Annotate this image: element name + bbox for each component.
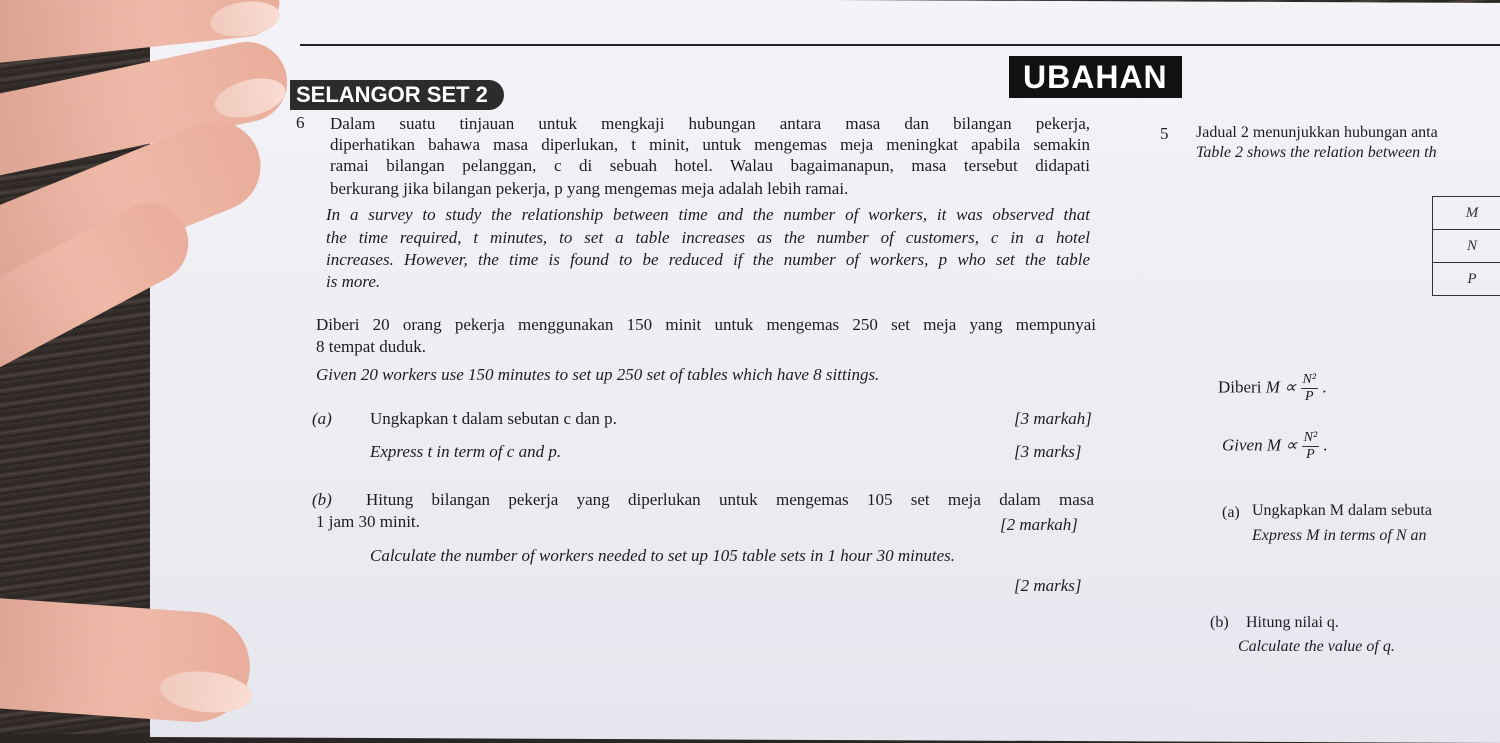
q5-malay-given-prefix: Diberi [1218, 377, 1261, 396]
q6-part-b-label: (b) [312, 490, 332, 510]
q6-malay-given-line2: 8 tempat duduk. [316, 337, 426, 357]
q5-malay-given [1218, 372, 1327, 405]
q6-english-intro-line2: the time required, t minutes, to set a table increases as the number of customers, c in a hotel [326, 228, 1090, 248]
fraction-denominator: P [1301, 389, 1319, 405]
q6-malay-intro-line1: Dalam suatu tinjauan untuk mengkaji hubungan antara masa dan bilangan pekerja, [330, 114, 1090, 134]
q6-number: 6 [296, 113, 305, 133]
relation-end: . [1322, 377, 1326, 396]
fraction-numerator: N² [1302, 430, 1320, 447]
q6-part-b-english: Calculate the number of workers needed to set up 105 table sets in 1 hour 30 minutes. [370, 546, 955, 566]
q5-part-b-label: (b) [1210, 614, 1229, 632]
fraction-numerator: N² [1301, 372, 1319, 389]
relation-lhs: M ∝ [1266, 377, 1297, 396]
table-row-label: M [1433, 197, 1500, 230]
relation-lhs: M ∝ [1267, 435, 1298, 454]
q6-part-b-malay-line1: Hitung bilangan pekerja yang diperlukan untuk mengemas 105 set meja dalam masa [366, 490, 1094, 510]
q6-part-b-english-marks: [2 marks] [1014, 576, 1082, 596]
set-label: SELANGOR SET 2 [290, 80, 504, 110]
q5-part-a-malay: Ungkapkan M dalam sebuta [1252, 502, 1432, 520]
fraction-denominator: P [1302, 447, 1320, 463]
q6-malay-intro-line2: diperhatikan bahawa masa diperlukan, t minit, untuk mengemas meja meningkat apabila semakin [330, 135, 1090, 155]
topic-title: UBAHAN [1009, 56, 1182, 98]
q6-english-given: Given 20 workers use 150 minutes to set up 250 set of tables which have 8 sittings. [316, 365, 879, 385]
q6-part-b-malay-marks: [2 markah] [1000, 515, 1078, 535]
q6-english-intro-line1: In a survey to study the relationship between time and the number of workers, it was observed that [326, 205, 1090, 225]
q5-english-given-prefix: Given [1222, 435, 1263, 454]
table-2 [1432, 196, 1500, 296]
relation-fraction [1301, 372, 1319, 405]
q5-part-b-english: Calculate the value of q. [1238, 638, 1395, 656]
q5-number: 5 [1160, 124, 1169, 144]
q6-malay-given-line1: Diberi 20 orang pekerja menggunakan 150 minit untuk mengemas 250 set meja yang mempunyai [316, 315, 1096, 335]
q6-part-a-malay-marks: [3 markah] [1014, 409, 1092, 429]
relation-fraction [1302, 430, 1320, 463]
q6-part-a-label: (a) [312, 409, 332, 429]
q5-english-intro: Table 2 shows the relation between th [1196, 144, 1437, 162]
q6-english-intro-line4: is more. [326, 272, 380, 292]
q6-part-b-malay-line2: 1 jam 30 minit. [316, 512, 420, 532]
q5-part-a-english: Express M in terms of N an [1252, 527, 1427, 545]
q5-part-b-malay: Hitung nilai q. [1246, 614, 1339, 632]
q6-english-intro-line3: increases. However, the time is found to be reduced if the number of workers, p who set the table [326, 250, 1090, 270]
table-row-label: N [1433, 230, 1500, 263]
q6-malay-intro-line4: berkurang jika bilangan pekerja, p yang mengemas meja adalah lebih ramai. [330, 179, 848, 199]
header-rule [300, 44, 1500, 46]
q6-part-a-english: Express t in term of c and p. [370, 442, 561, 462]
table-row-label: P [1433, 263, 1500, 296]
q5-part-a-label: (a) [1222, 504, 1240, 522]
relation-end: . [1323, 435, 1327, 454]
q5-malay-intro: Jadual 2 menunjukkan hubungan anta [1196, 124, 1438, 142]
q5-english-given [1222, 430, 1328, 463]
q6-malay-intro-line3: ramai bilangan pelanggan, c di sebuah hotel. Walau bagaimanapun, masa tersebut didapati [330, 156, 1090, 176]
q6-part-a-english-marks: [3 marks] [1014, 442, 1082, 462]
q6-part-a-malay: Ungkapkan t dalam sebutan c dan p. [370, 409, 617, 429]
